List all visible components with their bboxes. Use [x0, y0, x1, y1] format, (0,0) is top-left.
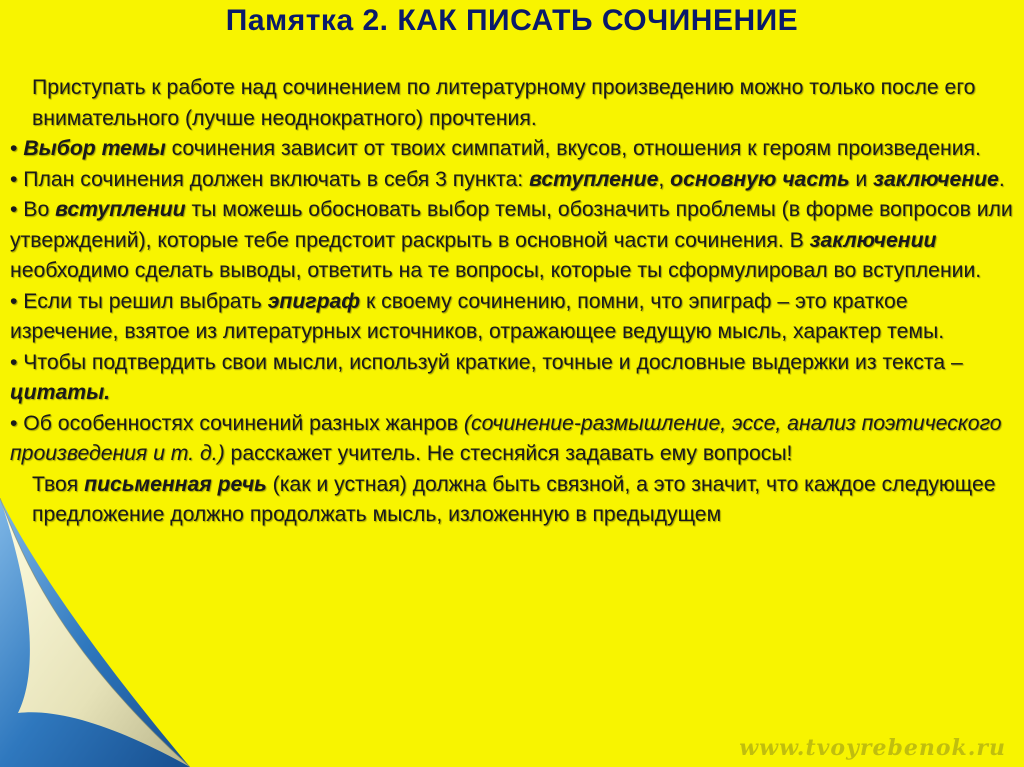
emphasis-introduction: вступление: [529, 167, 659, 191]
list-item-quotes: • Чтобы подтвердить свои мысли, используй краткие, точные и дословные выдержки из текста – цитаты.: [10, 350, 963, 404]
list-item-plan: • План сочинения должен включать в себя 3 пункта: вступление, основную часть и заключение.: [10, 167, 1005, 191]
emphasis-in-conclusion: заключении: [809, 228, 937, 252]
emphasis-written-speech: письменная речь: [84, 472, 267, 496]
emphasis-main-part: основную часть: [670, 167, 850, 191]
bullet: •: [10, 350, 18, 374]
list-item-epigraph: • Если ты решил выбрать эпиграф к своему сочинению, помни, что эпиграф – это краткое изречение, взятое из литературных источников, отражающее ведущую мысль, характер темы.: [10, 289, 945, 343]
bullet: •: [10, 411, 18, 435]
memo-body: [10, 73, 1014, 531]
emphasis-topic-choice: Выбор темы: [23, 137, 166, 160]
page-title: Памятка 2. КАК ПИСАТЬ СОЧИНЕНИЕ: [225, 4, 799, 37]
emphasis-epigraph: эпиграф: [267, 289, 361, 313]
intro-paragraph: Приступать к работе над сочинением по литературному произведению можно только после его внимательного (лучше неоднократного) прочтения.: [32, 76, 976, 130]
closing-paragraph: Твоя письменная речь (как и устная) должна быть связной, а это значит, что каждое следующее предложение должно продолжать мысль, изложенную в предыдущем: [32, 472, 996, 526]
watermark: www.tvoyrebenok.ru: [739, 735, 1006, 761]
emphasis-quotes: цитаты.: [10, 381, 111, 404]
bullet: •: [10, 167, 18, 191]
bullet: •: [10, 137, 18, 160]
list-item-intro-conclusion: • Во вступлении ты можешь обосновать выбор темы, обозначить проблемы (в форме вопросов или утверждений), которые тебе предстоит раскрыть в основной части сочинения. В заключении необходимо сделать выводы, ответить на те вопросы, которые ты сформулировал во вступлении.: [10, 198, 1013, 282]
list-item-topic: • Выбор темы сочинения зависит от твоих симпатий, вкусов, отношения к героям произведения.: [10, 137, 981, 160]
emphasis-conclusion: заключение: [873, 167, 999, 191]
emphasis-in-introduction: вступлении: [55, 198, 186, 221]
bullet: •: [10, 289, 18, 313]
page-curl-decoration: [0, 498, 190, 767]
genres-examples: (сочинение-размышление, эссе, анализ поэтического произведения и т. д.): [10, 411, 1002, 465]
list-item-genres: • Об особенностях сочинений разных жанров (сочинение-размышление, эссе, анализ поэтического произведения и т. д.) расскажет учитель. Не стесняйся задавать ему вопросы!: [10, 411, 1002, 465]
bullet: •: [10, 198, 18, 221]
